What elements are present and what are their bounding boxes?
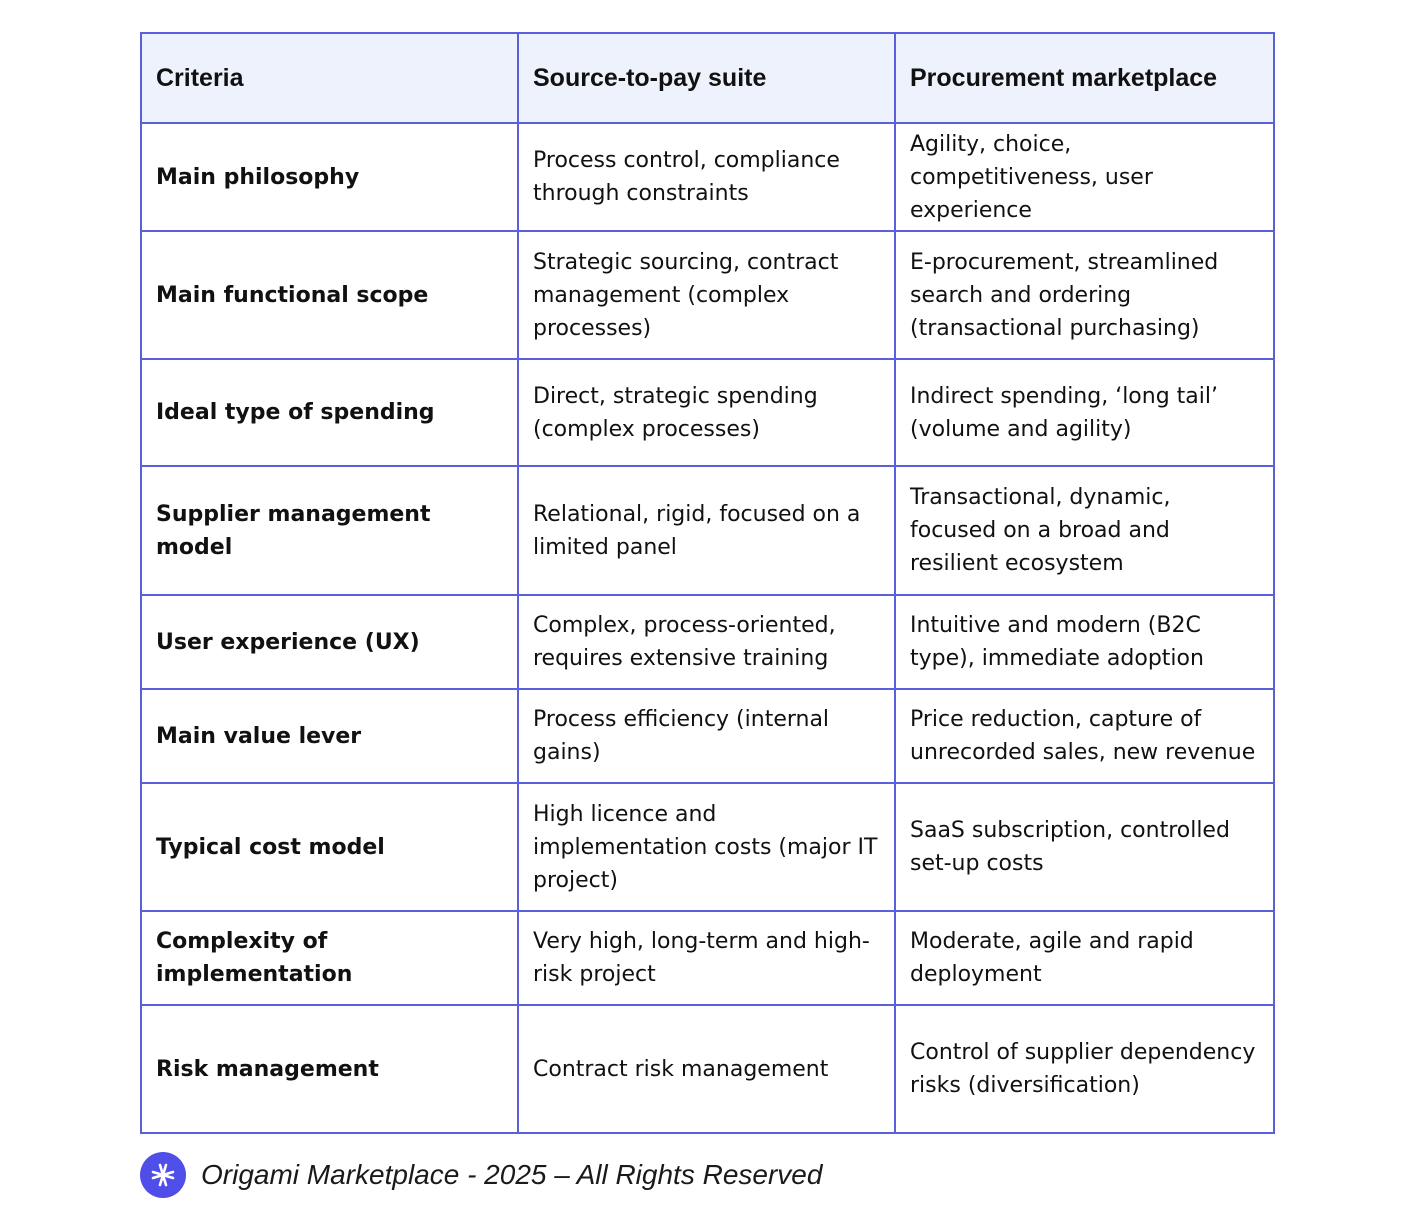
table-row <box>141 595 1274 689</box>
copyright-text: Origami Marketplace - 2025 – All Rights Reserved <box>201 1159 823 1190</box>
header-marketplace: Procurement marketplace <box>895 33 1274 123</box>
criteria-cell: Supplier management model <box>141 466 518 595</box>
criteria-cell: User experience (UX) <box>141 595 518 689</box>
suite-cell: Complex, process-oriented, requires extensive training <box>518 595 895 689</box>
table-row <box>141 123 1274 231</box>
suite-cell: Process efficiency (internal gains) <box>518 689 895 783</box>
suite-cell: Relational, rigid, focused on a limited panel <box>518 466 895 595</box>
table-row <box>141 911 1274 1005</box>
table-row <box>141 783 1274 911</box>
marketplace-cell: Control of supplier dependency risks (diversification) <box>895 1005 1274 1133</box>
suite-cell: Process control, compliance through constraints <box>518 123 895 231</box>
table-row <box>141 231 1274 359</box>
criteria-cell: Typical cost model <box>141 783 518 911</box>
marketplace-cell: Agility, choice, competitiveness, user experience <box>895 123 1274 231</box>
table-body <box>141 123 1274 1133</box>
comparison-table <box>140 32 1275 1134</box>
comparison-table-container <box>140 32 1273 1134</box>
marketplace-cell: SaaS subscription, controlled set-up costs <box>895 783 1274 911</box>
criteria-cell: Ideal type of spending <box>141 359 518 466</box>
suite-cell: Direct, strategic spending (complex processes) <box>518 359 895 466</box>
table-row <box>141 466 1274 595</box>
table-row <box>141 359 1274 466</box>
origami-logo-icon <box>140 1152 186 1198</box>
suite-cell: Contract risk management <box>518 1005 895 1133</box>
table-row <box>141 1005 1274 1133</box>
header-source-to-pay: Source-to-pay suite <box>518 33 895 123</box>
header-criteria: Criteria <box>141 33 518 123</box>
suite-cell: Strategic sourcing, contract management (complex processes) <box>518 231 895 359</box>
suite-cell: High licence and implementation costs (major IT project) <box>518 783 895 911</box>
criteria-cell: Complexity of implementation <box>141 911 518 1005</box>
table-header <box>141 33 1274 123</box>
marketplace-cell: Moderate, agile and rapid deployment <box>895 911 1274 1005</box>
marketplace-cell: Transactional, dynamic, focused on a broad and resilient ecosystem <box>895 466 1274 595</box>
criteria-cell: Main value lever <box>141 689 518 783</box>
footer <box>140 1152 822 1198</box>
marketplace-cell: Indirect spending, ‘long tail’ (volume and agility) <box>895 359 1274 466</box>
marketplace-cell: Price reduction, capture of unrecorded sales, new revenue <box>895 689 1274 783</box>
criteria-cell: Main functional scope <box>141 231 518 359</box>
criteria-cell: Main philosophy <box>141 123 518 231</box>
header-row <box>141 33 1274 123</box>
table-row <box>141 689 1274 783</box>
suite-cell: Very high, long-term and high-risk project <box>518 911 895 1005</box>
marketplace-cell: Intuitive and modern (B2C type), immediate adoption <box>895 595 1274 689</box>
criteria-cell: Risk management <box>141 1005 518 1133</box>
marketplace-cell: E-procurement, streamlined search and ordering (transactional purchasing) <box>895 231 1274 359</box>
